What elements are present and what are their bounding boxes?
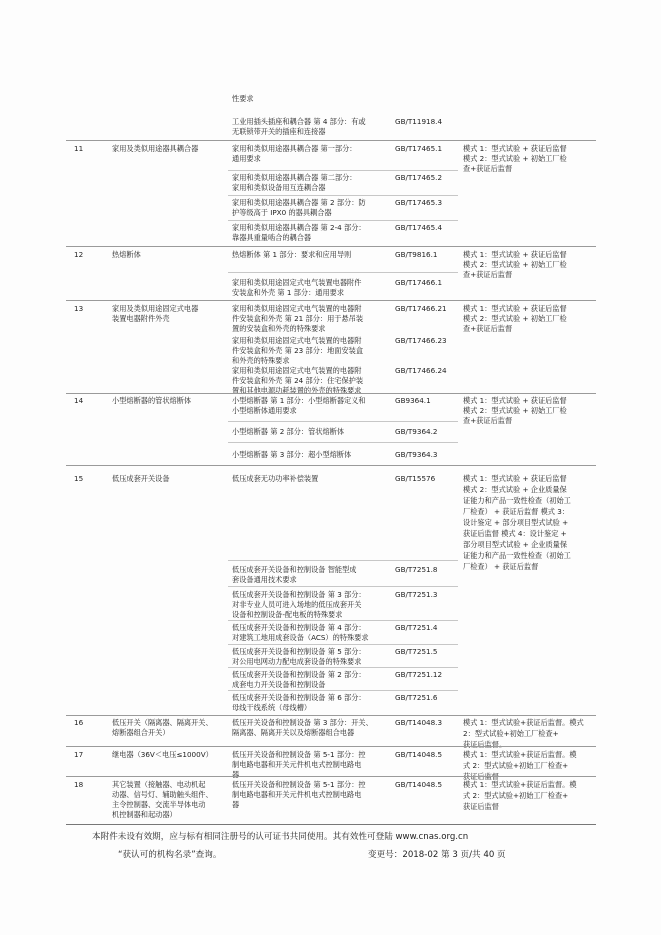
- product-name: 继电器（36V＜电压≤1000V）: [112, 750, 213, 759]
- product-name: 家用及类似用途固定式电器: [112, 304, 199, 313]
- standard-name: 制电路电器和开关元件机电式控制电路电: [232, 790, 362, 799]
- standard-code: GB/T14048.3: [395, 718, 443, 727]
- certification-mode: 查+获证后监督: [463, 270, 513, 279]
- product-name: 热熔断体: [112, 250, 141, 259]
- standard-code: GB/T17465.1: [395, 144, 443, 153]
- row-divider: [66, 465, 596, 466]
- certification-mode: 模式 1：型式试验+获证后监督。模式: [463, 718, 584, 727]
- sub-divider: [228, 170, 458, 171]
- row-divider: [66, 746, 596, 747]
- standard-name: 低压成套开关设备和控制设备 第 6 部分：: [232, 693, 366, 702]
- standard-name: 制电路电器和开关元件机电式控制电路电: [232, 760, 362, 769]
- standard-code: GB/T7251.12: [395, 670, 443, 679]
- standard-name: 家用和类似用途固定式电气装置的电器附: [232, 366, 362, 375]
- standard-name: 家用和类似用途固定式电气装置电器附件: [232, 278, 362, 287]
- standard-name: 低压成套无功功率补偿装置: [232, 474, 319, 483]
- standard-name: 小型熔断体通用要求: [232, 406, 297, 415]
- standard-code: GB/T17466.24: [395, 366, 447, 375]
- certification-mode: 获证后监督 模式 4：设计鉴定 +: [463, 529, 567, 538]
- standard-code: GB/T9816.1: [395, 250, 438, 259]
- standard-name: 护等级高于 IPX0 的器具耦合器: [232, 208, 332, 217]
- row-divider: [66, 246, 596, 247]
- standard-name: 家用和类似用途器具耦合器 第 2 部分：防: [232, 198, 366, 207]
- standard-code: GB/T7251.8: [395, 565, 438, 574]
- product-name: 主令控制器、交流半导体电动: [112, 800, 206, 809]
- standard-name: 置的安装盒和外壳的特殊要求: [232, 324, 326, 333]
- product-name: 家用及类似用途器具耦合器: [112, 144, 199, 153]
- product-name: 装置电器附件外壳: [112, 314, 170, 323]
- certification-mode: 查+获证后监督: [463, 324, 513, 333]
- standard-name: 置和其他电源功耗装置的外壳的特殊要求: [232, 386, 362, 395]
- page-number: 变更号：2018-02 第 3 页/共 40 页: [368, 850, 506, 860]
- certification-mode: 模式 1：型式试验 + 获证后监督: [463, 304, 567, 313]
- row-divider: [66, 715, 596, 716]
- standard-name: 低压成套开关设备和控制设备 智能型成: [232, 565, 357, 574]
- standard-name: 对非专业人员可进入场地的低压成套开关: [232, 600, 362, 609]
- standard-name: 低压成套开关设备和控制设备 第 5 部分：: [232, 647, 366, 656]
- row-divider: [66, 140, 596, 141]
- certification-mode: 模式 2：型式试验 + 初始工厂检: [463, 314, 567, 323]
- standard-name: 安装盒和外壳 第 1 部分：通用要求: [232, 288, 345, 297]
- sub-divider: [228, 560, 458, 561]
- standard-code: GB/T11918.4: [395, 117, 443, 126]
- row-number: 14: [74, 396, 84, 405]
- standard-code: GB9364.1: [395, 396, 431, 405]
- standard-code: GB/T17465.4: [395, 223, 443, 232]
- footer-rule: [66, 824, 596, 825]
- standard-name: 隔离器、隔离开关以及熔断器组合电器: [232, 728, 355, 737]
- standard-name: 低压开关设备和控制设备 第 5-1 部分：控: [232, 750, 366, 759]
- standard-code: GB/T7251.4: [395, 623, 438, 632]
- sub-divider: [228, 586, 458, 587]
- product-name: 低压开关（隔离器、隔离开关、: [112, 718, 213, 727]
- standard-name: 设备和控制设备-配电板的特殊要求: [232, 610, 343, 619]
- sub-divider: [228, 220, 458, 221]
- sub-divider: [228, 644, 458, 645]
- certification-mode: 模式 2：型式试验 + 初始工厂检: [463, 406, 567, 415]
- standard-code: GB/T17466.23: [395, 336, 447, 345]
- sub-divider: [228, 620, 458, 621]
- standard-name: 器: [232, 800, 240, 809]
- standard-name: 母线干线系统（母线槽）: [232, 703, 312, 712]
- standard-name: 家用和类似用途器具耦合器 第一部分：: [232, 144, 357, 153]
- certification-mode: 模式 1：型式试验+获证后监督。模: [463, 750, 577, 759]
- certification-mode: 式 2：型式试验+初始工厂检查+: [463, 791, 569, 800]
- sub-divider: [228, 690, 458, 691]
- row-number: 12: [74, 250, 84, 259]
- standard-name: 家用和类似设备用互连耦合器: [232, 183, 326, 192]
- standard-code: GB/T7251.3: [395, 590, 438, 599]
- standard-name: 对公用电网动力配电成套设备的特殊要求: [232, 657, 362, 666]
- standard-name: 低压成套开关设备和控制设备 第 2 部分：: [232, 670, 366, 679]
- standard-name: 通用要求: [232, 154, 261, 163]
- standard-code: GB/T15576: [395, 474, 436, 483]
- standard-name: 无联锁带开关的插座和连接器: [232, 127, 326, 136]
- sub-divider: [228, 667, 458, 668]
- certification-mode: 证能力和产品一致性检查（初始工: [463, 551, 571, 560]
- standard-name: 件安装盒和外壳 第 21 部分：用于悬吊装: [232, 314, 364, 323]
- standard-name: 对建筑工地用成套设备（ACS）的特殊要求: [232, 633, 369, 642]
- row-number: 16: [74, 718, 84, 727]
- standard-code: GB/T7251.5: [395, 647, 438, 656]
- standard-name: 低压开关设备和控制设备 第 3 部分：开关、: [232, 718, 373, 727]
- standard-name: 家用和类似用途器具耦合器 第 2-4 部分：: [232, 223, 366, 232]
- standard-name: 和外壳的特殊要求: [232, 356, 290, 365]
- standard-name: 热熔断体 第 1 部分：要求和应用导则: [232, 250, 352, 259]
- certification-mode: 模式 1：型式试验+获证后监督。模: [463, 780, 577, 789]
- certification-mode: 2：型式试验+初始工厂检查+: [463, 729, 559, 738]
- standard-code: GB/T9364.2: [395, 427, 438, 436]
- standard-name: 套设备通用技术要求: [232, 575, 297, 584]
- row-divider: [66, 393, 596, 394]
- row-number: 17: [74, 750, 84, 759]
- standard-code: GB/T17465.2: [395, 173, 443, 182]
- product-name: 机控制器和起动器）: [112, 810, 177, 819]
- product-name: 熔断器组合开关）: [112, 728, 170, 737]
- standard-name: 小型熔断器 第 3 部分：超小型熔断体: [232, 450, 352, 459]
- product-name: 其它装置（接触器、电动机起: [112, 780, 206, 789]
- certification-mode: 模式 1：型式试验 + 获证后监督: [463, 250, 567, 259]
- standard-name: 小型熔断器 第 1 部分：小型熔断器定义和: [232, 396, 366, 405]
- standard-name: 成套电力开关设备和控制设备: [232, 680, 326, 689]
- certification-mode: 厂检查） + 获证后监督: [463, 562, 539, 571]
- standard-name: 工业用插头插座和耦合器 第 4 部分：有或: [232, 117, 366, 126]
- sub-divider: [228, 195, 458, 196]
- certification-mode: 模式 2：型式试验 + 企业质量保: [463, 485, 567, 494]
- standard-name: 家用和类似用途固定式电气装置的电器附: [232, 304, 362, 313]
- standard-name: 家用和类似用途器具耦合器 第二部分：: [232, 173, 357, 182]
- standard-name: 低压成套开关设备和控制设备 第 3 部分：: [232, 590, 366, 599]
- certification-mode: 部分项目型式试验 + 企业质量保: [463, 540, 568, 549]
- certification-mode: 查+获证后监督: [463, 164, 513, 173]
- standard-code: GB/T17466.21: [395, 304, 447, 313]
- certification-mode: 厂检查） + 获证后监督 模式 3：: [463, 507, 569, 516]
- standard-code: GB/T7251.6: [395, 693, 438, 702]
- row-number: 15: [74, 474, 84, 483]
- sub-divider: [228, 421, 458, 422]
- certification-mode: 获证后监督: [463, 772, 499, 781]
- product-name: 低压成套开关设备: [112, 474, 170, 483]
- row-number: 11: [74, 144, 84, 153]
- standard-code: GB/T9364.3: [395, 450, 438, 459]
- product-name: 动器、信号灯、辅助触头组件、: [112, 790, 213, 799]
- certification-mode: 设计鉴定 + 部分项目型式试验 +: [463, 518, 569, 527]
- standard-name: 器: [232, 770, 240, 779]
- row-divider: [66, 776, 596, 777]
- certification-mode: 模式 1：型式试验 + 获证后监督: [463, 144, 567, 153]
- standard-name: 件安装盒和外壳 第 23 部分：地面安装盒: [232, 346, 364, 355]
- row-number: 13: [74, 304, 84, 313]
- certification-mode: 获证后监督。: [463, 740, 507, 749]
- certification-mode: 模式 2：型式试验 + 初始工厂检: [463, 154, 567, 163]
- standard-name: 小型熔断器 第 2 部分：管状熔断体: [232, 427, 345, 436]
- product-name: 小型熔断器的管状熔断体: [112, 396, 192, 405]
- continued-text: 性要求: [232, 94, 254, 103]
- standard-name: 家用和类似用途固定式电气装置的电器附: [232, 336, 362, 345]
- standard-code: GB/T14048.5: [395, 750, 443, 759]
- certification-mode: 模式 1：型式试验 + 获证后监督: [463, 396, 567, 405]
- standard-code: GB/T17466.1: [395, 278, 443, 287]
- row-divider: [66, 300, 596, 301]
- row-number: 18: [74, 780, 84, 789]
- standard-name: 低压开关设备和控制设备 第 5-1 部分：控: [232, 780, 366, 789]
- certification-mode: 查+获证后监督: [463, 416, 513, 425]
- standard-name: 靠器具重量啮合的耦合器: [232, 233, 312, 242]
- standard-name: 件安装盒和外壳 第 24 部分：住宅保护装: [232, 376, 364, 385]
- certification-mode: 证能力和产品一致性检查（初始工: [463, 496, 571, 505]
- standard-code: GB/T14048.5: [395, 780, 443, 789]
- footer-note: 本附件未设有效期，应与标有相同注册号的认可证书共同使用。其有效性可登陆 www.cnas.org.cn: [92, 832, 469, 842]
- certification-mode: 模式 1：型式试验 + 获证后监督: [463, 474, 567, 483]
- standard-code: GB/T17465.3: [395, 198, 443, 207]
- certification-mode: 式 2：型式试验+初始工厂检查+: [463, 761, 569, 770]
- standard-name: 低压成套开关设备和控制设备 第 4 部分：: [232, 623, 366, 632]
- certification-mode: 模式 2：型式试验 + 初始工厂检: [463, 260, 567, 269]
- sub-divider: [228, 272, 458, 273]
- footer-note-cont: “获认可的机构名录”查询。: [118, 850, 222, 860]
- sub-divider: [228, 442, 458, 443]
- certification-mode: 获证后监督: [463, 802, 499, 811]
